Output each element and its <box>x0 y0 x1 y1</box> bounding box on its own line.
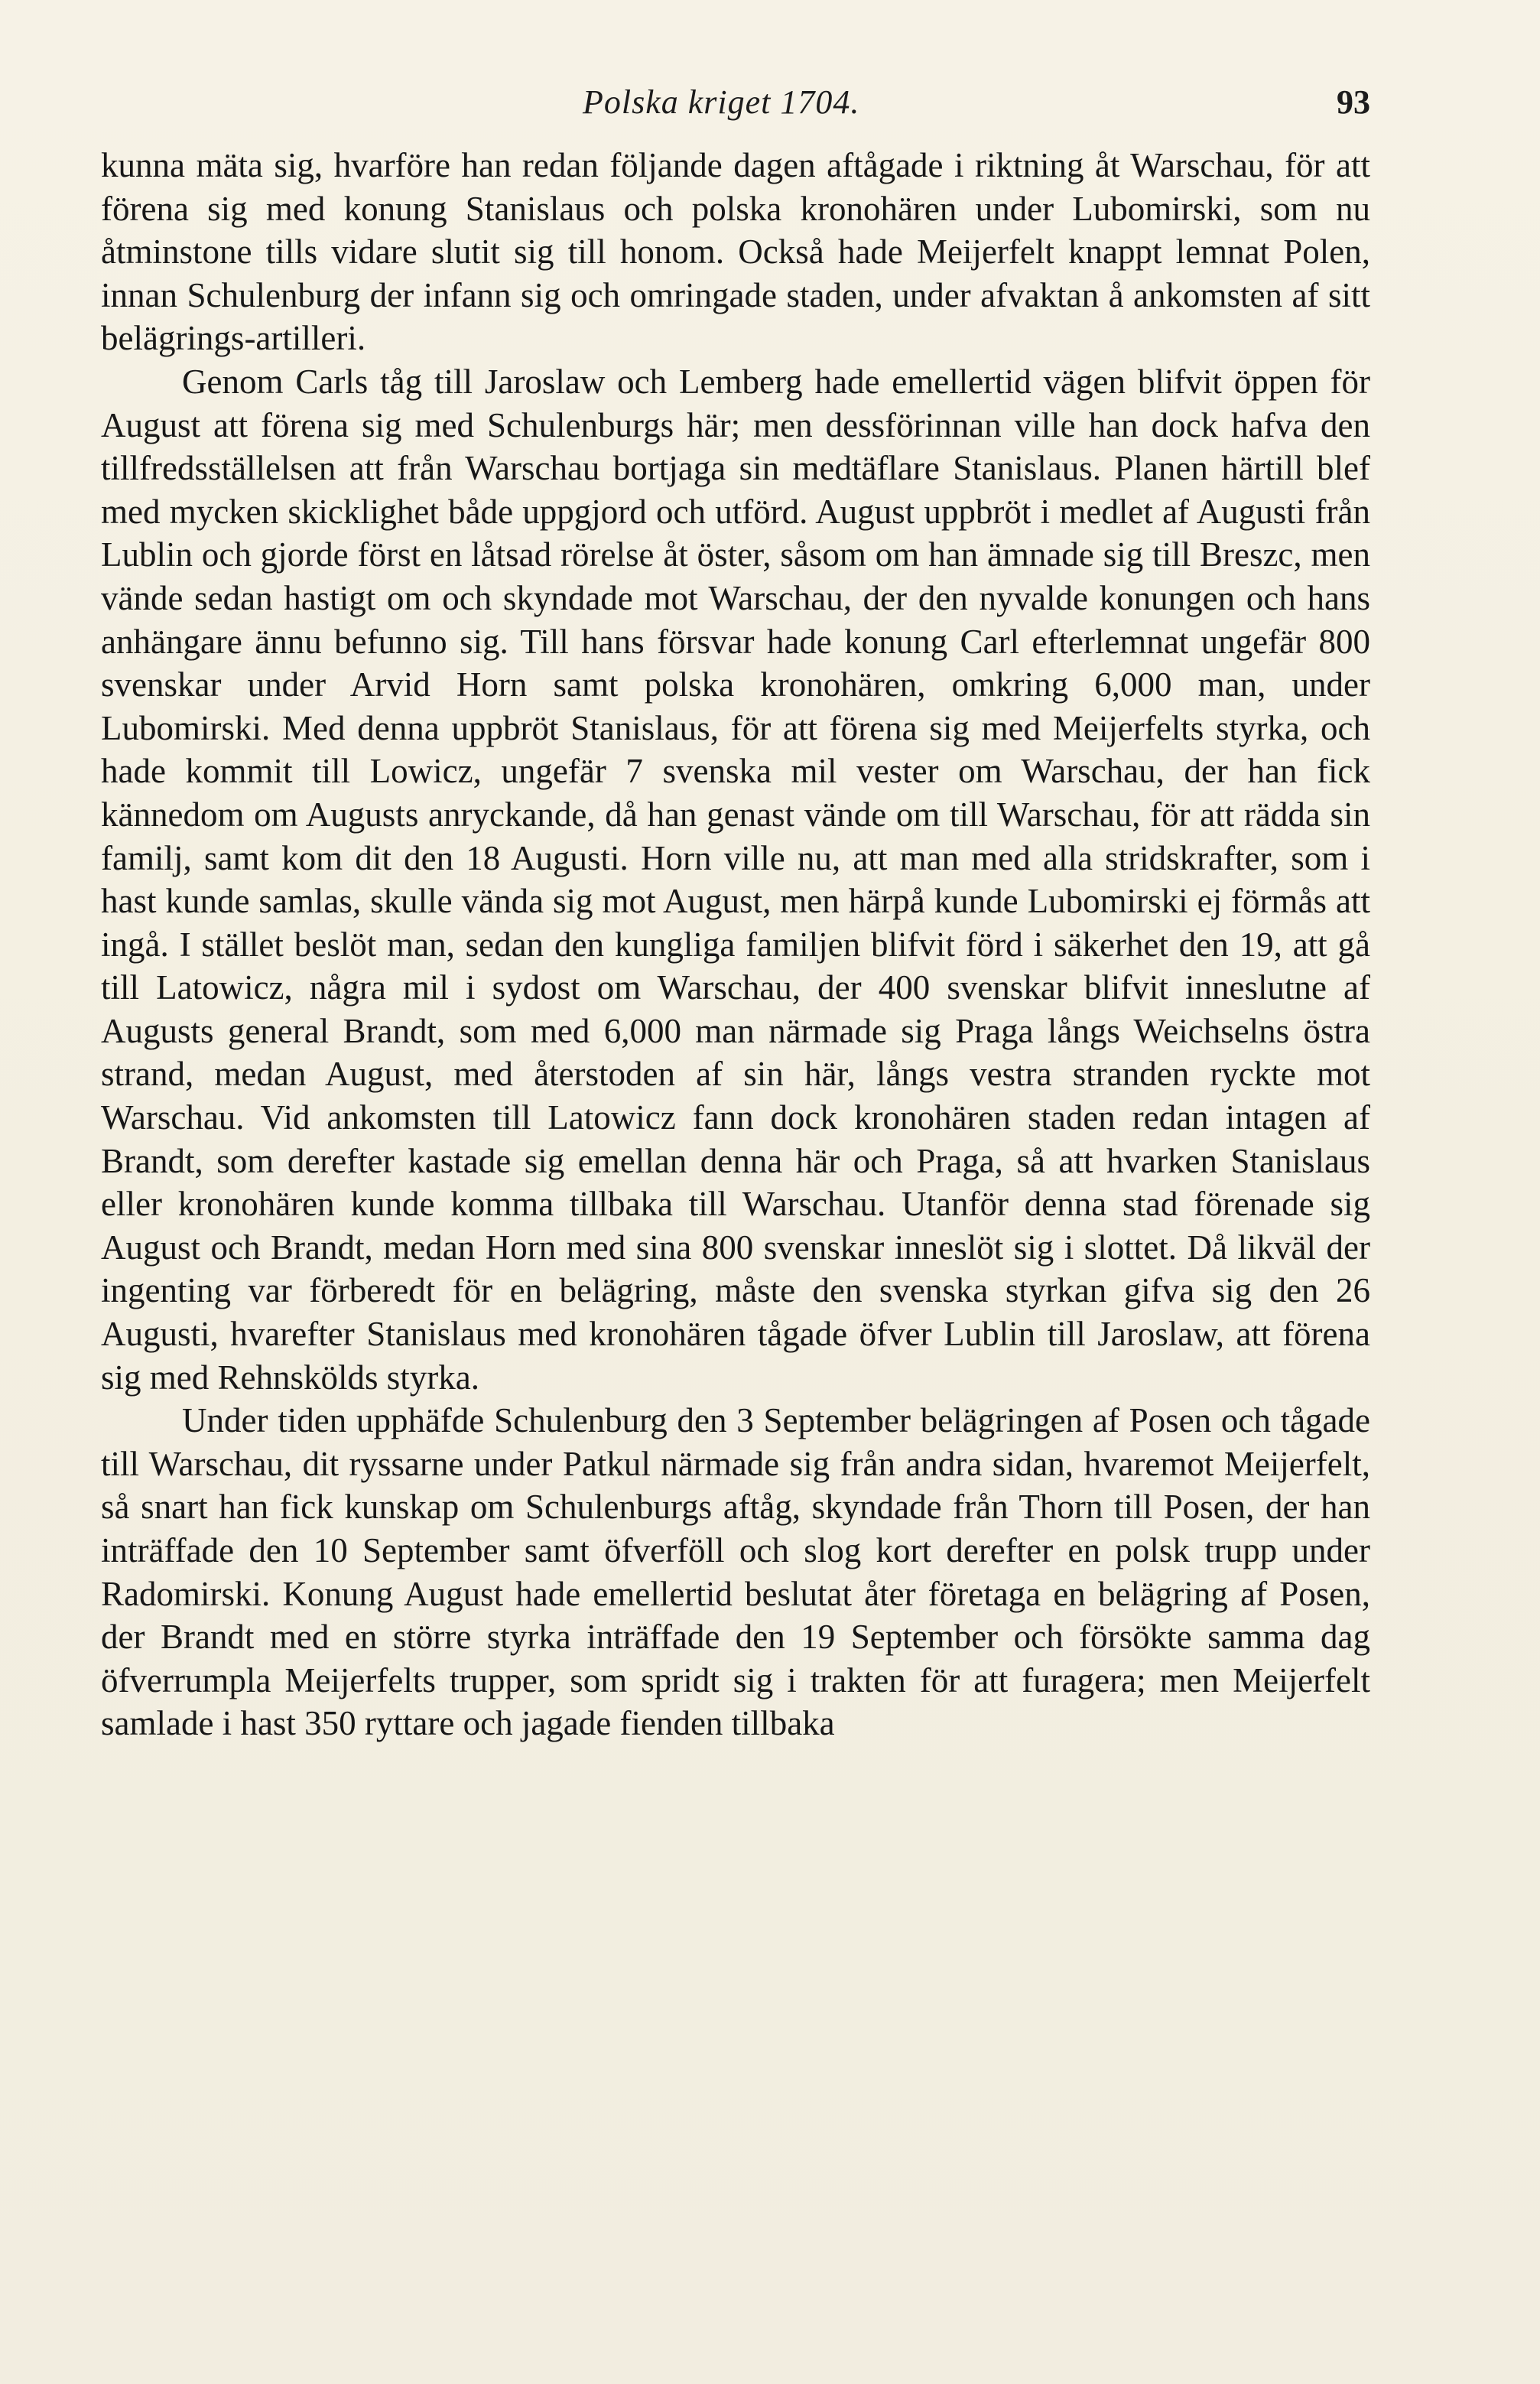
page-number: 93 <box>1337 83 1370 121</box>
paragraph: kunna mäta sig, hvarföre han redan följande dagen aftågade i riktning åt Warschau, för att förena sig med konung Stanislaus och polska kronohären under Lubomirski, som nu åtminstone tills vidare slutit sig till honom. Också hade Meijerfelt knappt lemnat Polen, innan Schulenburg der infann sig och omringade staden, under afvaktan å ankomsten af sitt belägrings-artilleri. <box>101 146 1370 358</box>
paragraph: Under tiden upphäfde Schulenburg den 3 September belägringen af Posen och tågade till Warschau, dit ryssarne under Patkul närmade sig från andra sidan, hvaremot Meijerfelt, så snart han fick kunskap om Schulenburgs aftåg, skyndade från Thorn till Posen, der han inträffade den 10 September samt öfverföll och slog kort derefter en polsk trupp under Radomirski. Konung August hade emellertid beslutat åter företaga en belägring af Posen, der Brandt med en större styrka inträffade den 19 September och försökte samma dag öfverrumpla Meijerfelts trupper, som spridt sig i trakten för att furagera; men Meijerfelt samlade i hast 350 ryttare och jagade fienden tillbaka <box>101 1401 1370 1743</box>
page-header <box>101 83 1370 128</box>
running-title: Polska kriget 1704. <box>583 83 860 121</box>
body-text <box>101 144 1370 1745</box>
paragraph: Genom Carls tåg till Jaroslaw och Lemberg hade emellertid vägen blifvit öppen för August att förena sig med Schulenburgs här; men dessförinnan ville han dock hafva den tillfredsställelsen att från Warschau bortjaga sin medtäflare Stanislaus. Planen härtill blef med mycken skicklighet både uppgjord och utförd. August uppbröt i medlet af Augusti från Lublin och gjorde först en låtsad rörelse åt öster, såsom om han ämnade sig till Breszc, men vände sedan hastigt om och skyndade mot Warschau, der den nyvalde konungen och hans anhängare ännu befunno sig. Till hans försvar hade konung Carl efterlemnat ungefär 800 svenskar under Arvid Horn samt polska kronohären, omkring 6,000 man, under Lubomirski. Med denna uppbröt Stanislaus, för att förena sig med Meijerfelts styrka, och hade kommit till Lowicz, ungefär 7 svenska mil vester om Warschau, der han fick kännedom om Augusts anryckande, då han genast vände om till Warschau, för att rädda sin familj, samt kom dit den 18 Augusti. Horn ville nu, att man med alla stridskrafter, som i hast kunde samlas, skulle vända sig mot August, men härpå kunde Lubomirski ej förmås att ingå. I stället beslöt man, sedan den kungliga familjen blifvit förd i säkerhet den 19, att gå till Latowicz, några mil i sydost om Warschau, der 400 svenskar blifvit inneslutne af Augusts general Brandt, som med 6,000 man närmade sig Praga långs Weichselns östra strand, medan August, med återstoden af sin här, långs vestra stranden ryckte mot Warschau. Vid ankomsten till Latowicz fann dock kronohären staden redan intagen af Brandt, som derefter kastade sig emellan denna här och Praga, så att hvarken Stanislaus eller kronohären kunde komma tillbaka till Warschau. Utanför denna stad förenade sig August och Brandt, medan Horn med sina 800 svenskar inneslöt sig i slottet. Då likväl der ingenting var förberedt för en belägring, måste den svenska styrkan gifva sig den 26 Augusti, hvarefter Stanislaus med kronohären tågade öfver Lublin till Jaroslaw, att förena sig med Rehnskölds styrka. <box>101 362 1370 1397</box>
